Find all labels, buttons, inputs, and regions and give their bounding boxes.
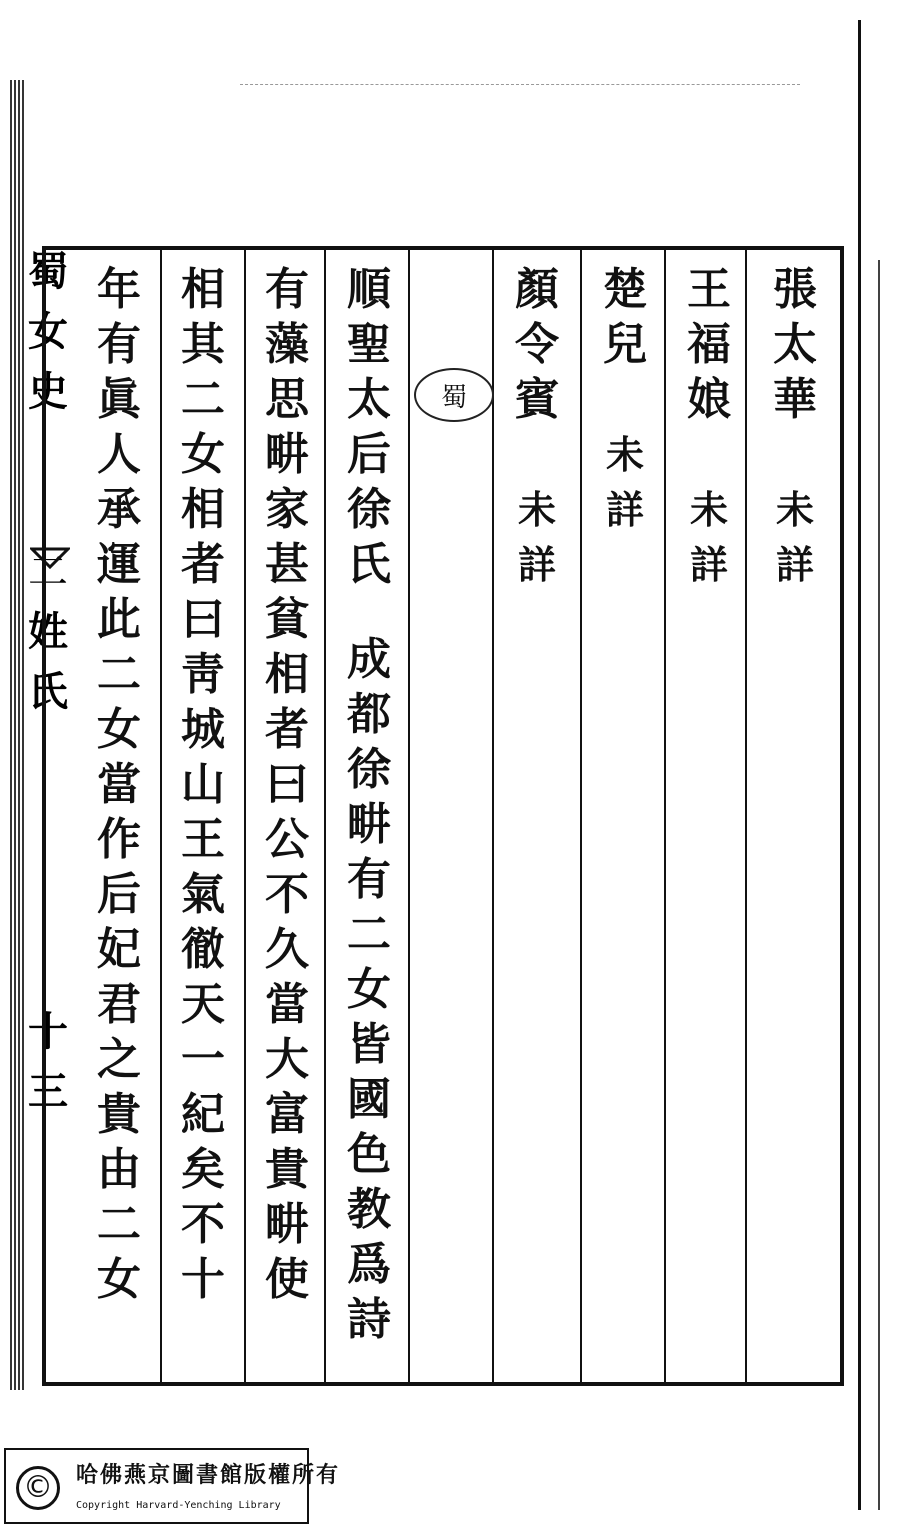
glyph: 教 xyxy=(347,1184,391,1235)
glyph: 貴 xyxy=(265,1144,309,1195)
glyph: 女 xyxy=(181,429,225,480)
glyph: 女 xyxy=(97,1254,141,1305)
glyph: 成 xyxy=(347,634,391,685)
glyph: 未 xyxy=(605,432,644,477)
glyph: 二 xyxy=(347,909,391,960)
glyph: 華 xyxy=(773,374,817,425)
glyph: 作 xyxy=(97,814,141,865)
column-rule xyxy=(160,250,162,1382)
glyph: 曰 xyxy=(181,594,225,645)
name-text xyxy=(507,262,567,427)
glyph: 山 xyxy=(181,759,225,810)
glyph: 未 xyxy=(775,487,814,532)
margin-char: 蜀 xyxy=(28,248,68,295)
glyph: 相 xyxy=(265,649,309,700)
glyph: 王 xyxy=(687,264,731,315)
glyph: 順 xyxy=(347,264,391,315)
glyph: 國 xyxy=(347,1074,391,1125)
page-edge-line xyxy=(858,20,861,1510)
glyph: 徐 xyxy=(347,744,391,795)
glyph: 二 xyxy=(97,649,141,700)
glyph: 城 xyxy=(181,704,225,755)
glyph: 楚 xyxy=(603,264,647,315)
glyph: 貴 xyxy=(97,1089,141,1140)
glyph: 福 xyxy=(687,319,731,370)
glyph: 不 xyxy=(181,1199,225,1250)
glyph: 矣 xyxy=(181,1144,225,1195)
glyph: 此 xyxy=(97,594,141,645)
glyph: 都 xyxy=(347,689,391,740)
glyph: 賓 xyxy=(515,374,559,425)
glyph: 公 xyxy=(265,814,309,865)
glyph: 王 xyxy=(181,814,225,865)
glyph: 紀 xyxy=(181,1089,225,1140)
glyph: 天 xyxy=(181,979,225,1030)
glyph: 畊 xyxy=(265,1199,309,1250)
copyright-stamp xyxy=(4,1448,341,1524)
glyph: 一 xyxy=(181,1034,225,1085)
glyph: 爲 xyxy=(347,1239,391,1290)
margin-volume-char: 二 xyxy=(28,549,68,595)
glyph: 有 xyxy=(347,854,391,905)
glyph: 相 xyxy=(181,484,225,535)
glyph: 富 xyxy=(265,1089,309,1140)
glyph: 后 xyxy=(97,869,141,920)
glyph: 承 xyxy=(97,484,141,535)
entry-column xyxy=(588,262,662,537)
glyph: 太 xyxy=(773,319,817,370)
glyph: 曰 xyxy=(265,759,309,810)
glyph: 家 xyxy=(265,484,309,535)
copyright-icon: © xyxy=(16,1466,60,1510)
margin-char: 氏 xyxy=(28,668,68,715)
glyph: 聖 xyxy=(347,319,391,370)
copyright-english: Copyright Harvard-Yenching Library xyxy=(76,1500,281,1511)
glyph: 運 xyxy=(97,539,141,590)
glyph: 相 xyxy=(181,264,225,315)
faint-top-mark xyxy=(240,84,800,86)
glyph: 思 xyxy=(265,374,309,425)
glyph: 女 xyxy=(97,704,141,755)
page-edge-line-outer xyxy=(878,260,880,1510)
glyph: 氣 xyxy=(181,869,225,920)
glyph: 年 xyxy=(97,264,141,315)
glyph: 之 xyxy=(97,1034,141,1085)
column-rule xyxy=(580,250,582,1382)
name-text xyxy=(765,262,825,427)
entry-column xyxy=(500,262,574,592)
binding-edge xyxy=(10,80,24,1390)
glyph: 者 xyxy=(265,704,309,755)
entry-text-line xyxy=(89,262,149,1307)
column-rule xyxy=(492,250,494,1382)
glyph: 眞 xyxy=(97,374,141,425)
glyph: 女 xyxy=(347,964,391,1015)
glyph: 大 xyxy=(265,1034,309,1085)
glyph: 詳 xyxy=(775,542,814,587)
entry-heading xyxy=(339,262,399,592)
note-text xyxy=(765,482,825,592)
margin-char: 姓 xyxy=(28,608,68,655)
glyph: 太 xyxy=(347,374,391,425)
copyright-chinese: 哈佛燕京圖書館版權所有 xyxy=(76,1462,341,1488)
name-text xyxy=(595,262,655,372)
glyph: 后 xyxy=(347,429,391,480)
note-text xyxy=(679,482,739,592)
margin-char: 史 xyxy=(28,368,68,415)
entry-text-line xyxy=(257,262,317,1307)
glyph: 其 xyxy=(181,319,225,370)
glyph: 兒 xyxy=(603,319,647,370)
column-rule xyxy=(664,250,666,1382)
column-rule xyxy=(324,250,326,1382)
glyph: 二 xyxy=(181,374,225,425)
glyph: 當 xyxy=(265,979,309,1030)
entry-column xyxy=(758,262,832,592)
text-column xyxy=(166,262,240,1307)
glyph: 詳 xyxy=(605,487,644,532)
glyph: 未 xyxy=(517,487,556,532)
glyph: 靑 xyxy=(181,649,225,700)
note-text xyxy=(507,482,567,592)
glyph: 畊 xyxy=(265,429,309,480)
glyph: 氏 xyxy=(347,539,391,590)
glyph: 甚 xyxy=(265,539,309,590)
entry-column xyxy=(672,262,746,592)
glyph: 畊 xyxy=(347,799,391,850)
glyph: 藻 xyxy=(265,319,309,370)
glyph: 有 xyxy=(97,319,141,370)
glyph: 令 xyxy=(515,319,559,370)
glyph: 張 xyxy=(773,264,817,315)
text-column xyxy=(250,262,324,1307)
glyph: 由 xyxy=(97,1144,141,1195)
entry-text-line xyxy=(339,632,399,1347)
glyph: 君 xyxy=(97,979,141,1030)
glyph: 顏 xyxy=(515,264,559,315)
glyph: 十 xyxy=(181,1254,225,1305)
column-rule xyxy=(408,250,410,1382)
glyph: 詳 xyxy=(689,542,728,587)
glyph: 當 xyxy=(97,759,141,810)
text-column xyxy=(82,262,156,1307)
glyph: 二 xyxy=(97,1199,141,1250)
column-rule xyxy=(244,250,246,1382)
glyph: 未 xyxy=(689,487,728,532)
name-text xyxy=(679,262,739,427)
glyph: 不 xyxy=(265,869,309,920)
entry-heading-column xyxy=(332,262,406,1347)
margin-page-char: 三 xyxy=(28,1068,68,1115)
margin-page-char: 十 xyxy=(28,1008,68,1055)
margin-char: 女 xyxy=(28,308,68,355)
glyph: 使 xyxy=(265,1254,309,1305)
note-text xyxy=(595,427,655,537)
glyph: 色 xyxy=(347,1129,391,1180)
glyph: 貧 xyxy=(265,594,309,645)
glyph: 人 xyxy=(97,429,141,480)
glyph: 詩 xyxy=(347,1294,391,1345)
glyph: 徐 xyxy=(347,484,391,535)
glyph: 者 xyxy=(181,539,225,590)
seal-stamp: 蜀 xyxy=(414,368,494,422)
glyph: 久 xyxy=(265,924,309,975)
glyph: 皆 xyxy=(347,1019,391,1070)
glyph: 有 xyxy=(265,264,309,315)
glyph: 娘 xyxy=(687,374,731,425)
entry-text-line xyxy=(173,262,233,1307)
glyph: 妃 xyxy=(97,924,141,975)
glyph: 徹 xyxy=(181,924,225,975)
glyph: 詳 xyxy=(517,542,556,587)
